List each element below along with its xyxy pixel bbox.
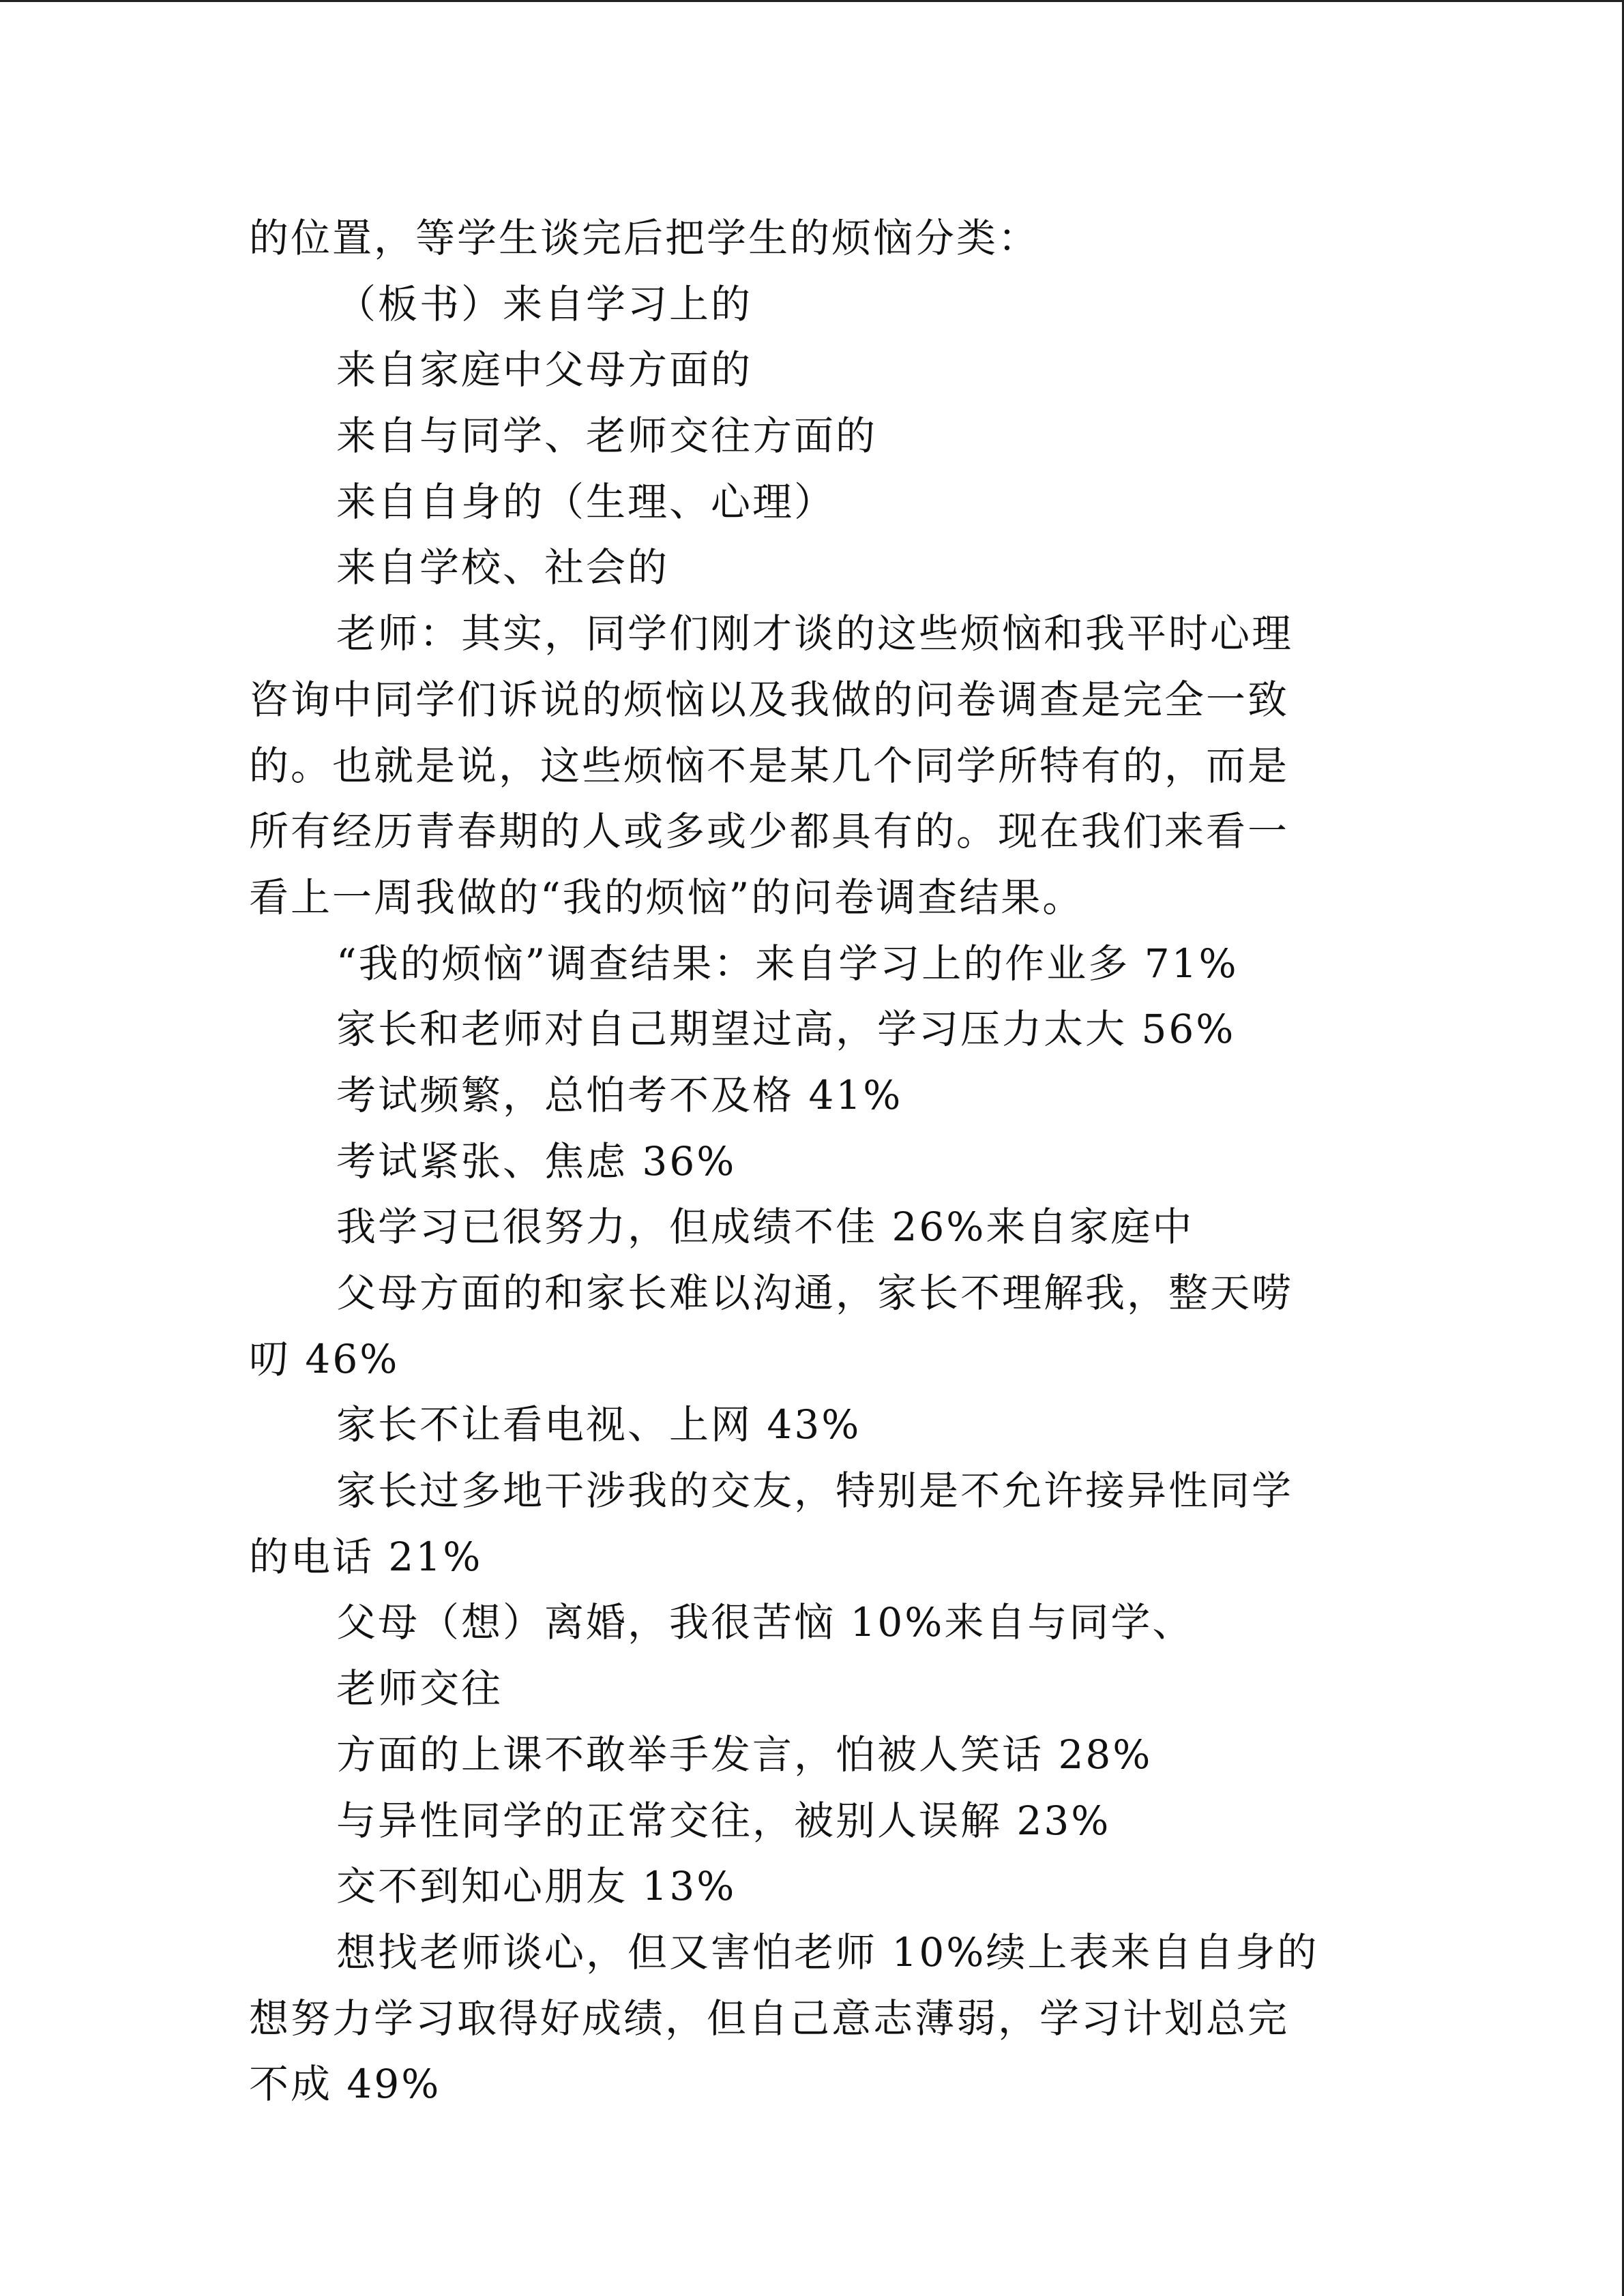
text-line: 的。也就是说，这些烦恼不是某几个同学所特有的，而是 (249, 742, 1290, 789)
text-line: 考试紧张、焦虑 36% (336, 1137, 737, 1184)
text-line: 与异性同学的正常交往，被别人误解 23% (336, 1797, 1111, 1844)
text-line: 老师：其实，同学们刚才谈的这些烦恼和我平时心理 (336, 610, 1294, 657)
text-line: 看上一周我做的“我的烦恼”的问卷调查结果。 (249, 874, 1084, 921)
text-line: 的电话 21% (249, 1533, 483, 1580)
text-line: 来自学校、社会的 (336, 544, 670, 591)
text-line: 考试频繁，总怕考不及格 41% (336, 1071, 903, 1118)
text-line: 方面的上课不敢举手发言，怕被人笑话 28% (336, 1731, 1153, 1778)
text-line: 家长不让看电视、上网 43% (336, 1401, 861, 1448)
text-line: 咨询中同学们诉说的烦恼以及我做的问卷调查是完全一致 (249, 676, 1290, 723)
text-line: 家长过多地干涉我的交友，特别是不允许接异性同学 (336, 1467, 1294, 1515)
text-line: “我的烦恼”调查结果：来自学习上的作业多 71% (336, 940, 1239, 987)
text-line: 叨 46% (249, 1335, 400, 1382)
text-line: 父母（想）离婚，我很苦恼 10%来自与同学、 (336, 1599, 1194, 1646)
text-line: 交不到知心朋友 13% (336, 1863, 737, 1910)
text-line: 我学习已很努力，但成绩不佳 26%来自家庭中 (336, 1204, 1194, 1251)
text-line: （板书）来自学习上的 (336, 280, 753, 327)
text-line: 来自与同学、老师交往方面的 (336, 413, 878, 460)
text-line: 父母方面的和家长难以沟通，家长不理解我，整天唠 (336, 1270, 1294, 1316)
text-line: 所有经历青春期的人或多或少都具有的。现在我们来看一 (249, 808, 1290, 855)
text-line: 的位置，等学生谈完后把学生的烦恼分类： (249, 215, 1040, 261)
document-body (249, 205, 1368, 2117)
text-line: 家长和老师对自己期望过高，学习压力太大 56% (336, 1006, 1236, 1053)
text-line: 来自自身的（生理、心理） (336, 478, 836, 525)
text-line: 来自家庭中父母方面的 (336, 346, 753, 393)
text-line: 不成 49% (249, 2061, 441, 2108)
text-line: 想找老师谈心，但又害怕老师 10%续上表来自自身的 (336, 1928, 1319, 1976)
text-line: 想努力学习取得好成绩，但自己意志薄弱，学习计划总完 (249, 1995, 1290, 2042)
text-line: 老师交往 (336, 1665, 503, 1712)
